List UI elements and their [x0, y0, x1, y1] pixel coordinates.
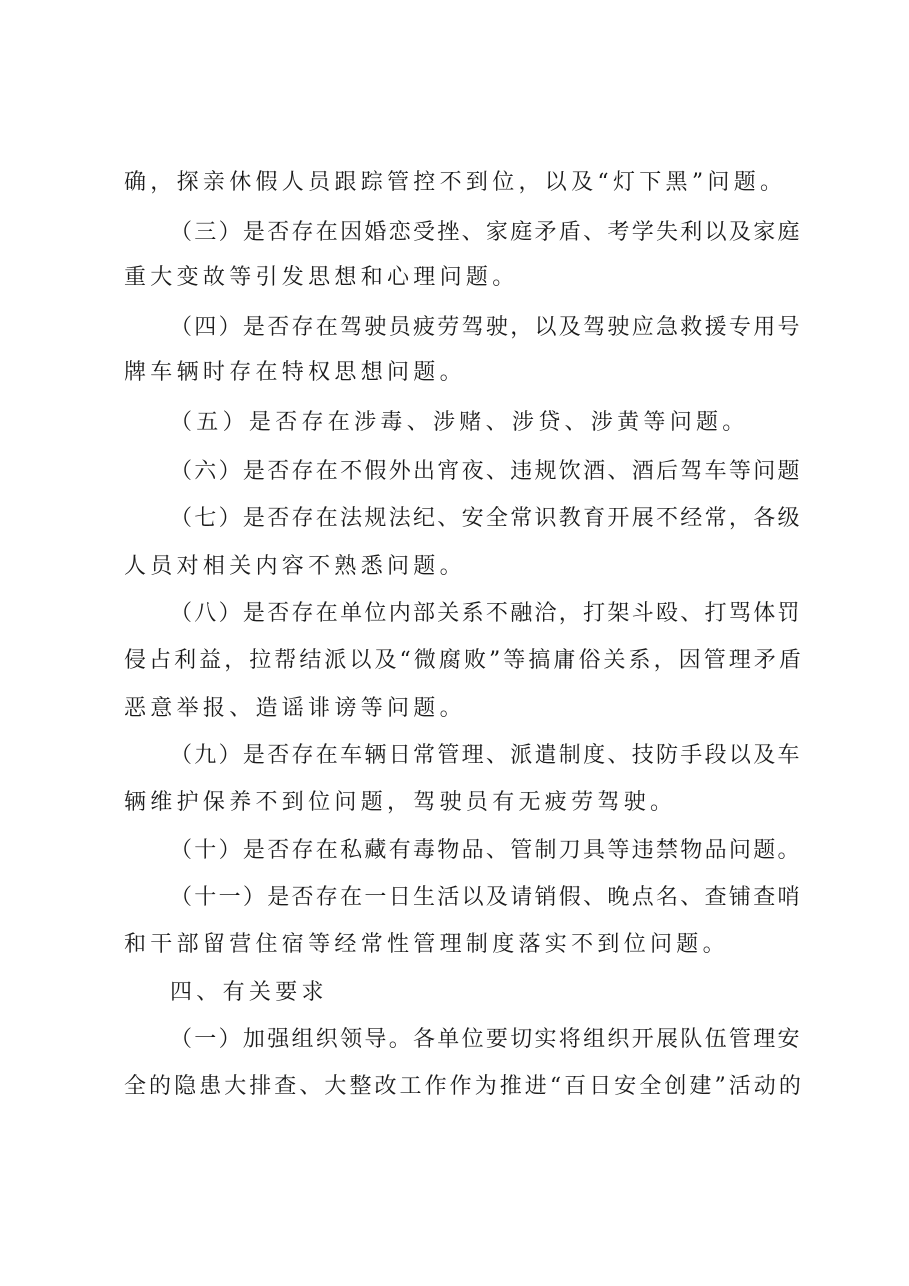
text-line: 和干部留营住宿等经常性管理制度落实不到位问题。 [124, 932, 729, 957]
text-line: （九）是否存在车辆日常管理、派遣制度、技防手段以及车 [170, 743, 802, 768]
text-line: （六）是否存在不假外出宵夜、违规饮酒、酒后驾车等问题 [170, 459, 802, 484]
text-line: 人员对相关内容不熟悉问题。 [124, 554, 466, 579]
text-line: （五）是否存在涉毒、涉赌、涉贷、涉黄等问题。 [170, 410, 749, 435]
text-line: 恶意举报、造谣诽谤等问题。 [124, 696, 466, 721]
text-line: 确，探亲休假人员跟踪管控不到位，以及“灯下黑”问题。 [124, 170, 787, 195]
text-line: 全的隐患大排查、大整改工作作为推进“百日安全创建”活动的 [124, 1074, 804, 1099]
text-line: （七）是否存在法规法纪、安全常识教育开展不经常，各级 [170, 506, 802, 531]
text-line: 辆维护保养不到位问题，驾驶员有无疲劳驾驶。 [124, 790, 677, 815]
text-line: 侵占利益，拉帮结派以及“微腐败”等搞庸俗关系，因管理矛盾 [124, 648, 804, 673]
text-line: （十）是否存在私藏有毒物品、管制刀具等违禁物品问题。 [170, 838, 802, 863]
text-line: 重大变故等引发思想和心理问题。 [124, 265, 519, 290]
text-line: （一）加强组织领导。各单位要切实将组织开展队伍管理安 [170, 1027, 802, 1052]
text-line: （四）是否存在驾驶员疲劳驾驶，以及驾驶应急救援专用号 [170, 315, 802, 340]
text-line: （三）是否存在因婚恋受挫、家庭矛盾、考学失利以及家庭 [170, 220, 802, 245]
text-line: （十一）是否存在一日生活以及请销假、晚点名、查铺查哨 [170, 885, 802, 910]
text-line: （八）是否存在单位内部关系不融洽，打架斗殴、打骂体罚 [170, 601, 802, 626]
section-heading: 四、有关要求 [170, 980, 328, 1005]
text-line: 牌车辆时存在特权思想问题。 [124, 360, 466, 385]
